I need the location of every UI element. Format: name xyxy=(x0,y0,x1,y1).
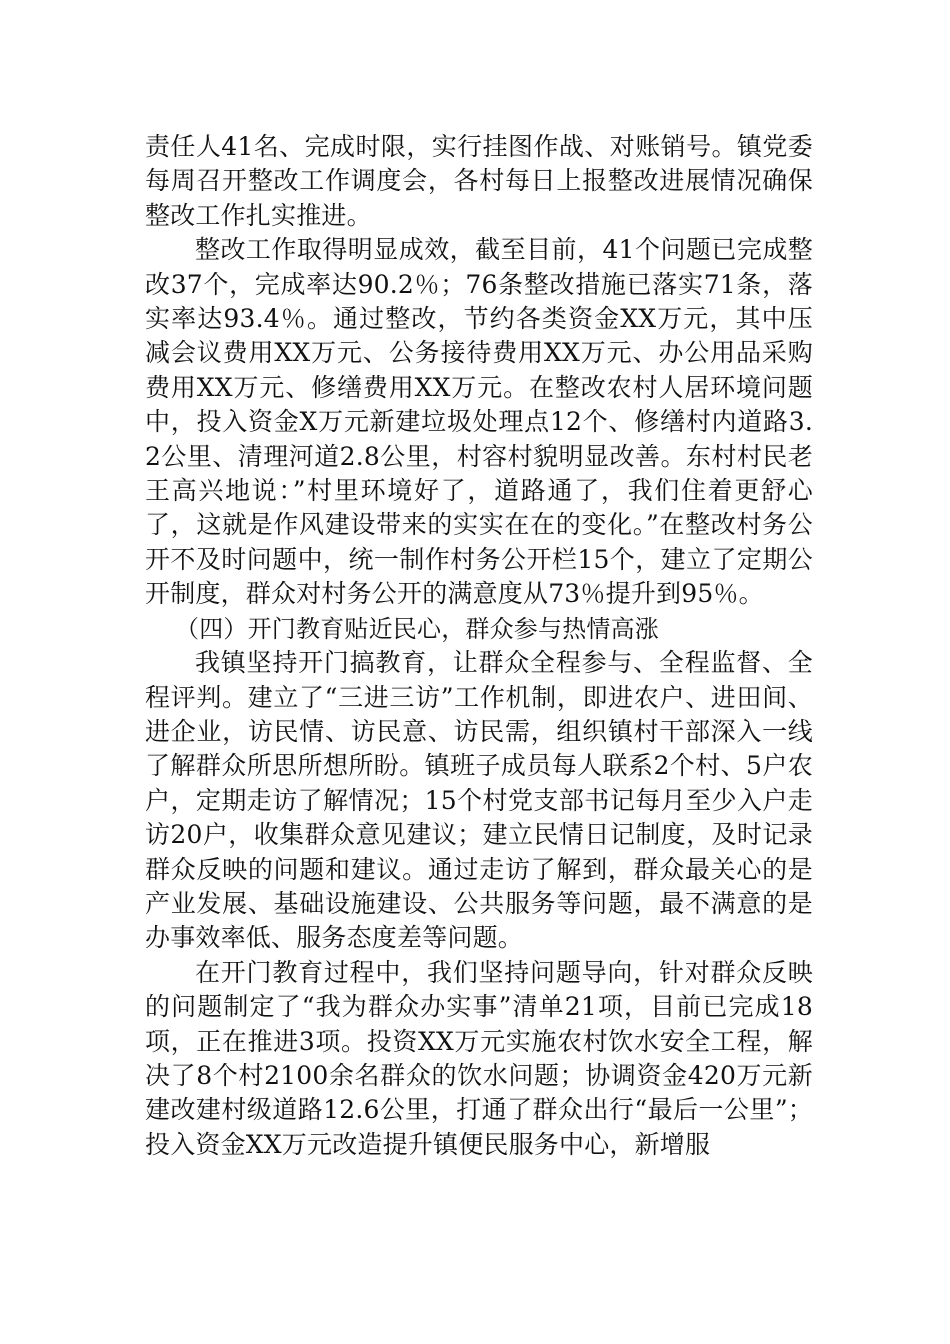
paragraph-rectification-results: 整改工作取得明显成效，截至目前，41个问题已完成整改37个，完成率达90.2％；76条整改措施已落实71条，落实率达93.4％。通过整改，节约各类资金XX万元，其中压减会议费用XX万元、公务接待费用XX万元、办公用品采购费用XX万元、修缮费用XX万元。在整改农村人居环境问题中，投入资金X万元新建垃圾处理点12个、修缮村内道路3.2公里、清理河道2.8公里，村容村貌明显改善。东村村民老王高兴地说：”村里环境好了，道路通了，我们住着更舒心了，这就是作风建设带来的实实在在的变化。”在整改村务公开不及时问题中，统一制作村务公开栏15个，建立了定期公开制度，群众对村务公开的满意度从73％提升到95％。 xyxy=(145,235,813,609)
section-heading-open-education: （四）开门教育贴近民心，群众参与热情高涨 xyxy=(175,614,659,643)
paragraph-open-education: 我镇坚持开门搞教育，让群众全程参与、全程监督、全程评判。建立了“三进三访”工作机制，即进农户、进田间、进企业，访民情、访民意、访民需，组织镇村干部深入一线了解群众所思所想所盼。镇班子成员每人联系2个村、5户农户，定期走访了解情况；15个村党支部书记每月至少入户走访20户，收集群众意见建议；建立民情日记制度，及时记录群众反映的问题和建议。通过走访了解到，群众最关心的是产业发展、基础设施建设、公共服务等问题，最不满意的是办事效率低、服务态度差等问题。 xyxy=(145,648,813,953)
document-body xyxy=(145,130,813,1162)
paragraph-continuation: 责任人41名、完成时限，实行挂图作战、对账销号。镇党委每周召开整改工作调度会，各村每日上报整改进展情况确保整改工作扎实推进。 xyxy=(145,132,813,230)
paragraph-practical-matters: 在开门教育过程中，我们坚持问题导向，针对群众反映的问题制定了“我为群众办实事”清单21项，目前已完成18项，正在推进3项。投资XX万元实施农村饮水安全工程，解决了8个村2100余名群众的饮水问题；协调资金420万元新建改建村级道路12.6公里，打通了群众出行“最后一公里”；投入资金XX万元改造提升镇便民服务中心，新增服 xyxy=(145,957,813,1159)
